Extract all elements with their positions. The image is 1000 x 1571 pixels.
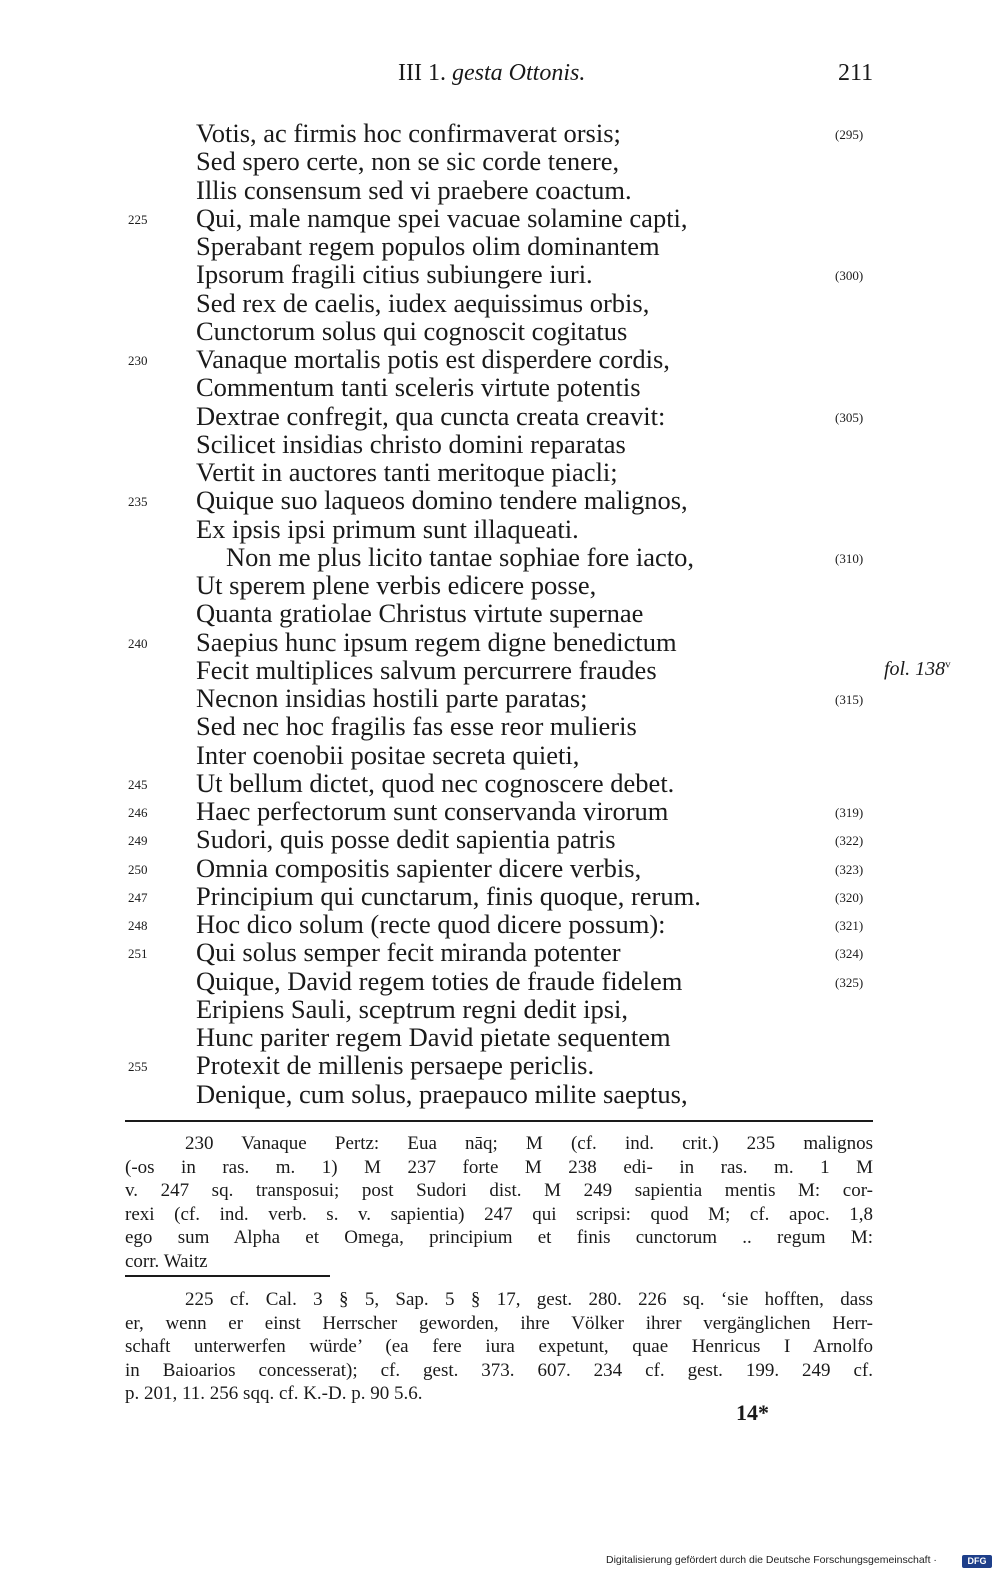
verse-line [0,796,1000,824]
verse-line [0,288,1000,316]
verse-line [0,344,1000,372]
verse-line [0,118,1000,146]
apparatus-line: corr. Waitz [125,1250,208,1272]
verse-line [0,457,1000,485]
verse-line [0,570,1000,598]
verse-line [0,401,1000,429]
line-number: 225 [128,211,148,227]
verse-reference: (310) [835,550,864,566]
note-line: in Baioarios concesserat); cf. gest. 373. 607. 234 cf. gest. 199. 249 cf. [125,1359,873,1381]
verse-line [0,711,1000,742]
verse-text: Hoc dico solum (recte quod dicere possum): [196,909,666,939]
verse-text: Illis consensum sed vi praebere coactum. [196,174,632,205]
verse-text: Commentum tanti sceleris virtute potentis [196,372,641,403]
line-number: 246 [128,805,148,820]
folio-text: fol. 138 [884,657,946,680]
line-number: 230 [128,353,148,368]
apparatus-criticus [125,1132,873,1274]
line-number: 235 [128,494,148,510]
verse-text: Vertit in auctores tanti meritoque piacli; [196,457,618,487]
verse-text: Sudori, quis posse dedit sapientia patris [196,824,616,855]
verse-text: Sed rex de caelis, iudex aequissimus orbis, [196,287,650,318]
verse-line [0,1022,1000,1050]
note-line: p. 201, 11. 256 sqq. cf. K.-D. p. 90 5.6. [125,1383,423,1405]
running-title [398,60,585,87]
verse-line [0,1050,1000,1081]
verse-line [0,1079,1000,1107]
footer-bar [600,1552,1000,1571]
verse-text: Sperabant regem populos olim dominantem [196,231,660,261]
verse-reference: (325) [835,974,864,990]
verse-line [0,937,1000,968]
verse-reference: (305) [835,409,864,425]
apparatus-line: (-os in ras. m. 1) M 237 forte M 238 edi- in ras. m. 1 M [125,1156,873,1178]
verse-reference: (319) [835,805,864,820]
verse-line [0,231,1000,259]
note-line: er, wenn er einst Herrscher geworden, ihre Völker ihrer vergänglichen Herr- [125,1312,873,1334]
verse-line [0,853,1000,881]
line-number: 249 [128,833,148,849]
verse-text: Fecit multiplices salvum percurrere fraudes [196,654,657,685]
verse-line [0,824,1000,855]
verse-text: Scilicet insidias christo domini reparatas [196,428,626,459]
running-title-italic: gesta Ottonis. [451,60,586,86]
verse-text: Ut bellum dictet, quod nec cognoscere debet. [196,767,675,798]
page-number: 211 [838,60,874,86]
footer-credit: Digitalisierung gefördert durch die Deutsche Forschungsgemeinschaft · [606,1554,937,1566]
verse-line [0,485,1000,516]
verse-line [0,259,1000,290]
verse-line [0,740,1000,768]
verse-reference: (323) [835,861,864,877]
verse-text: Omnia compositis sapienter dicere verbis, [196,852,642,883]
verse-text: Non me plus licito tantae sophiae fore iacto, [226,541,695,572]
line-number: 250 [128,861,148,877]
signature-mark: 14* [736,1400,769,1425]
verse-reference: (295) [835,127,864,142]
verse-text: Ut sperem plene verbis edicere posse, [196,570,597,600]
line-number: 251 [128,946,148,962]
verse-line [0,598,1000,629]
line-number: 247 [128,889,148,905]
notes-rule [125,1275,330,1277]
verse-line [0,966,1000,994]
verse-line [0,881,1000,909]
verse-line [0,768,1000,796]
verse-text: Denique, cum solus, praepauco milite saeptus, [196,1078,688,1109]
apparatus-line: ego sum Alpha et Omega, principium et finis cunctorum .. regum M: [125,1227,873,1249]
verse-line [0,175,1000,203]
verse-line [0,203,1000,231]
verse-reference: (300) [835,268,864,284]
verse-reference: (324) [835,946,864,962]
verse-text: Necnon insidias hostili parte paratas; [196,683,588,713]
verse-text: Cunctorum solus qui cognoscit cogitatus [196,315,628,346]
verse-text: Quique, David regem toties de fraude fidelem [196,965,683,996]
verse-line [0,994,1000,1022]
page-header [0,60,1000,94]
verse-line [0,146,1000,177]
apparatus-line: rexi (cf. ind. verb. s. v. sapientia) 247 qui scripsi: quod M; cf. apoc. 1,8 [125,1203,873,1225]
verse-line [0,372,1000,403]
verse-line [0,514,1000,542]
apparatus-line: 230 Vanaque Pertz: Eua nāq; M (cf. ind. crit.) 235 malignos [185,1133,873,1154]
verse-text: Sed nec hoc fragilis fas esse reor mulieris [196,711,637,742]
verse-text: Haec perfectorum sunt conservanda virorum [196,796,669,826]
verse-text: Ipsorum fragili citius subiungere iuri. [196,259,593,290]
line-number: 255 [128,1059,148,1075]
folio-side: v [945,658,951,671]
note-line: schaft unterwerfen würde’ (ea fere iura expetunt, quae Henricus I Arnolfo [125,1336,873,1358]
verse-text: Quique suo laqueos domino tendere malignos, [196,485,688,516]
verse-text: Sed spero certe, non se sic corde tenere, [196,146,620,177]
verse-line [0,655,1000,683]
verse-text: Vanaque mortalis potis est disperdere cordis, [196,344,670,374]
verse-reference: (322) [835,833,864,849]
verse-text: Saepius hunc ipsum regem digne benedictum [196,626,677,657]
verse-text: Dextrae confregit, qua cuncta creata creavit: [196,400,666,431]
verse-text: Hunc pariter regem David pietate sequentem [196,1022,671,1052]
verse-line [0,909,1000,937]
dfg-logo-icon: DFG [962,1555,992,1568]
verse-text: Quanta gratiolae Christus virtute supernae [196,598,644,629]
running-title-prefix: III 1. [398,60,446,86]
verse-reference: (321) [835,918,864,933]
verse-text: Principium qui cunctarum, finis quoque, rerum. [196,880,701,911]
verse-text: Inter coenobii positae secreta quieti, [196,739,580,770]
verse-line [0,627,1000,655]
verse-text: Ex ipsis ipsi primum sunt illaqueati. [196,513,579,544]
verse-text: Qui solus semper fecit miranda potenter [196,937,621,968]
folio-marker [884,658,951,681]
verse-line [0,316,1000,344]
footnote-rule [125,1120,873,1122]
line-number: 248 [128,918,148,933]
source-notes [125,1288,873,1406]
verse-text: Eripiens Sauli, sceptrum regni dedit ipsi, [196,993,629,1024]
verse-block [0,118,1000,1107]
note-line: 225 cf. Cal. 3 § 5, Sap. 5 § 17, gest. 280. 226 sq. ‘sie hofften, dass [185,1289,873,1310]
verse-line [0,542,1000,570]
line-number: 240 [128,635,148,651]
verse-line [0,683,1000,711]
verse-text: Votis, ac firmis hoc confirmaverat orsis; [196,118,621,148]
verse-line [0,429,1000,457]
verse-text: Qui, male namque spei vacuae solamine capti, [196,202,688,233]
verse-reference: (320) [835,889,864,905]
line-number: 245 [128,776,148,792]
verse-reference: (315) [835,692,864,707]
verse-text: Protexit de millenis persaepe periclis. [196,1050,595,1081]
apparatus-line: v. 247 sq. transposui; post Sudori dist. M 249 sapientia mentis M: cor- [125,1180,873,1202]
